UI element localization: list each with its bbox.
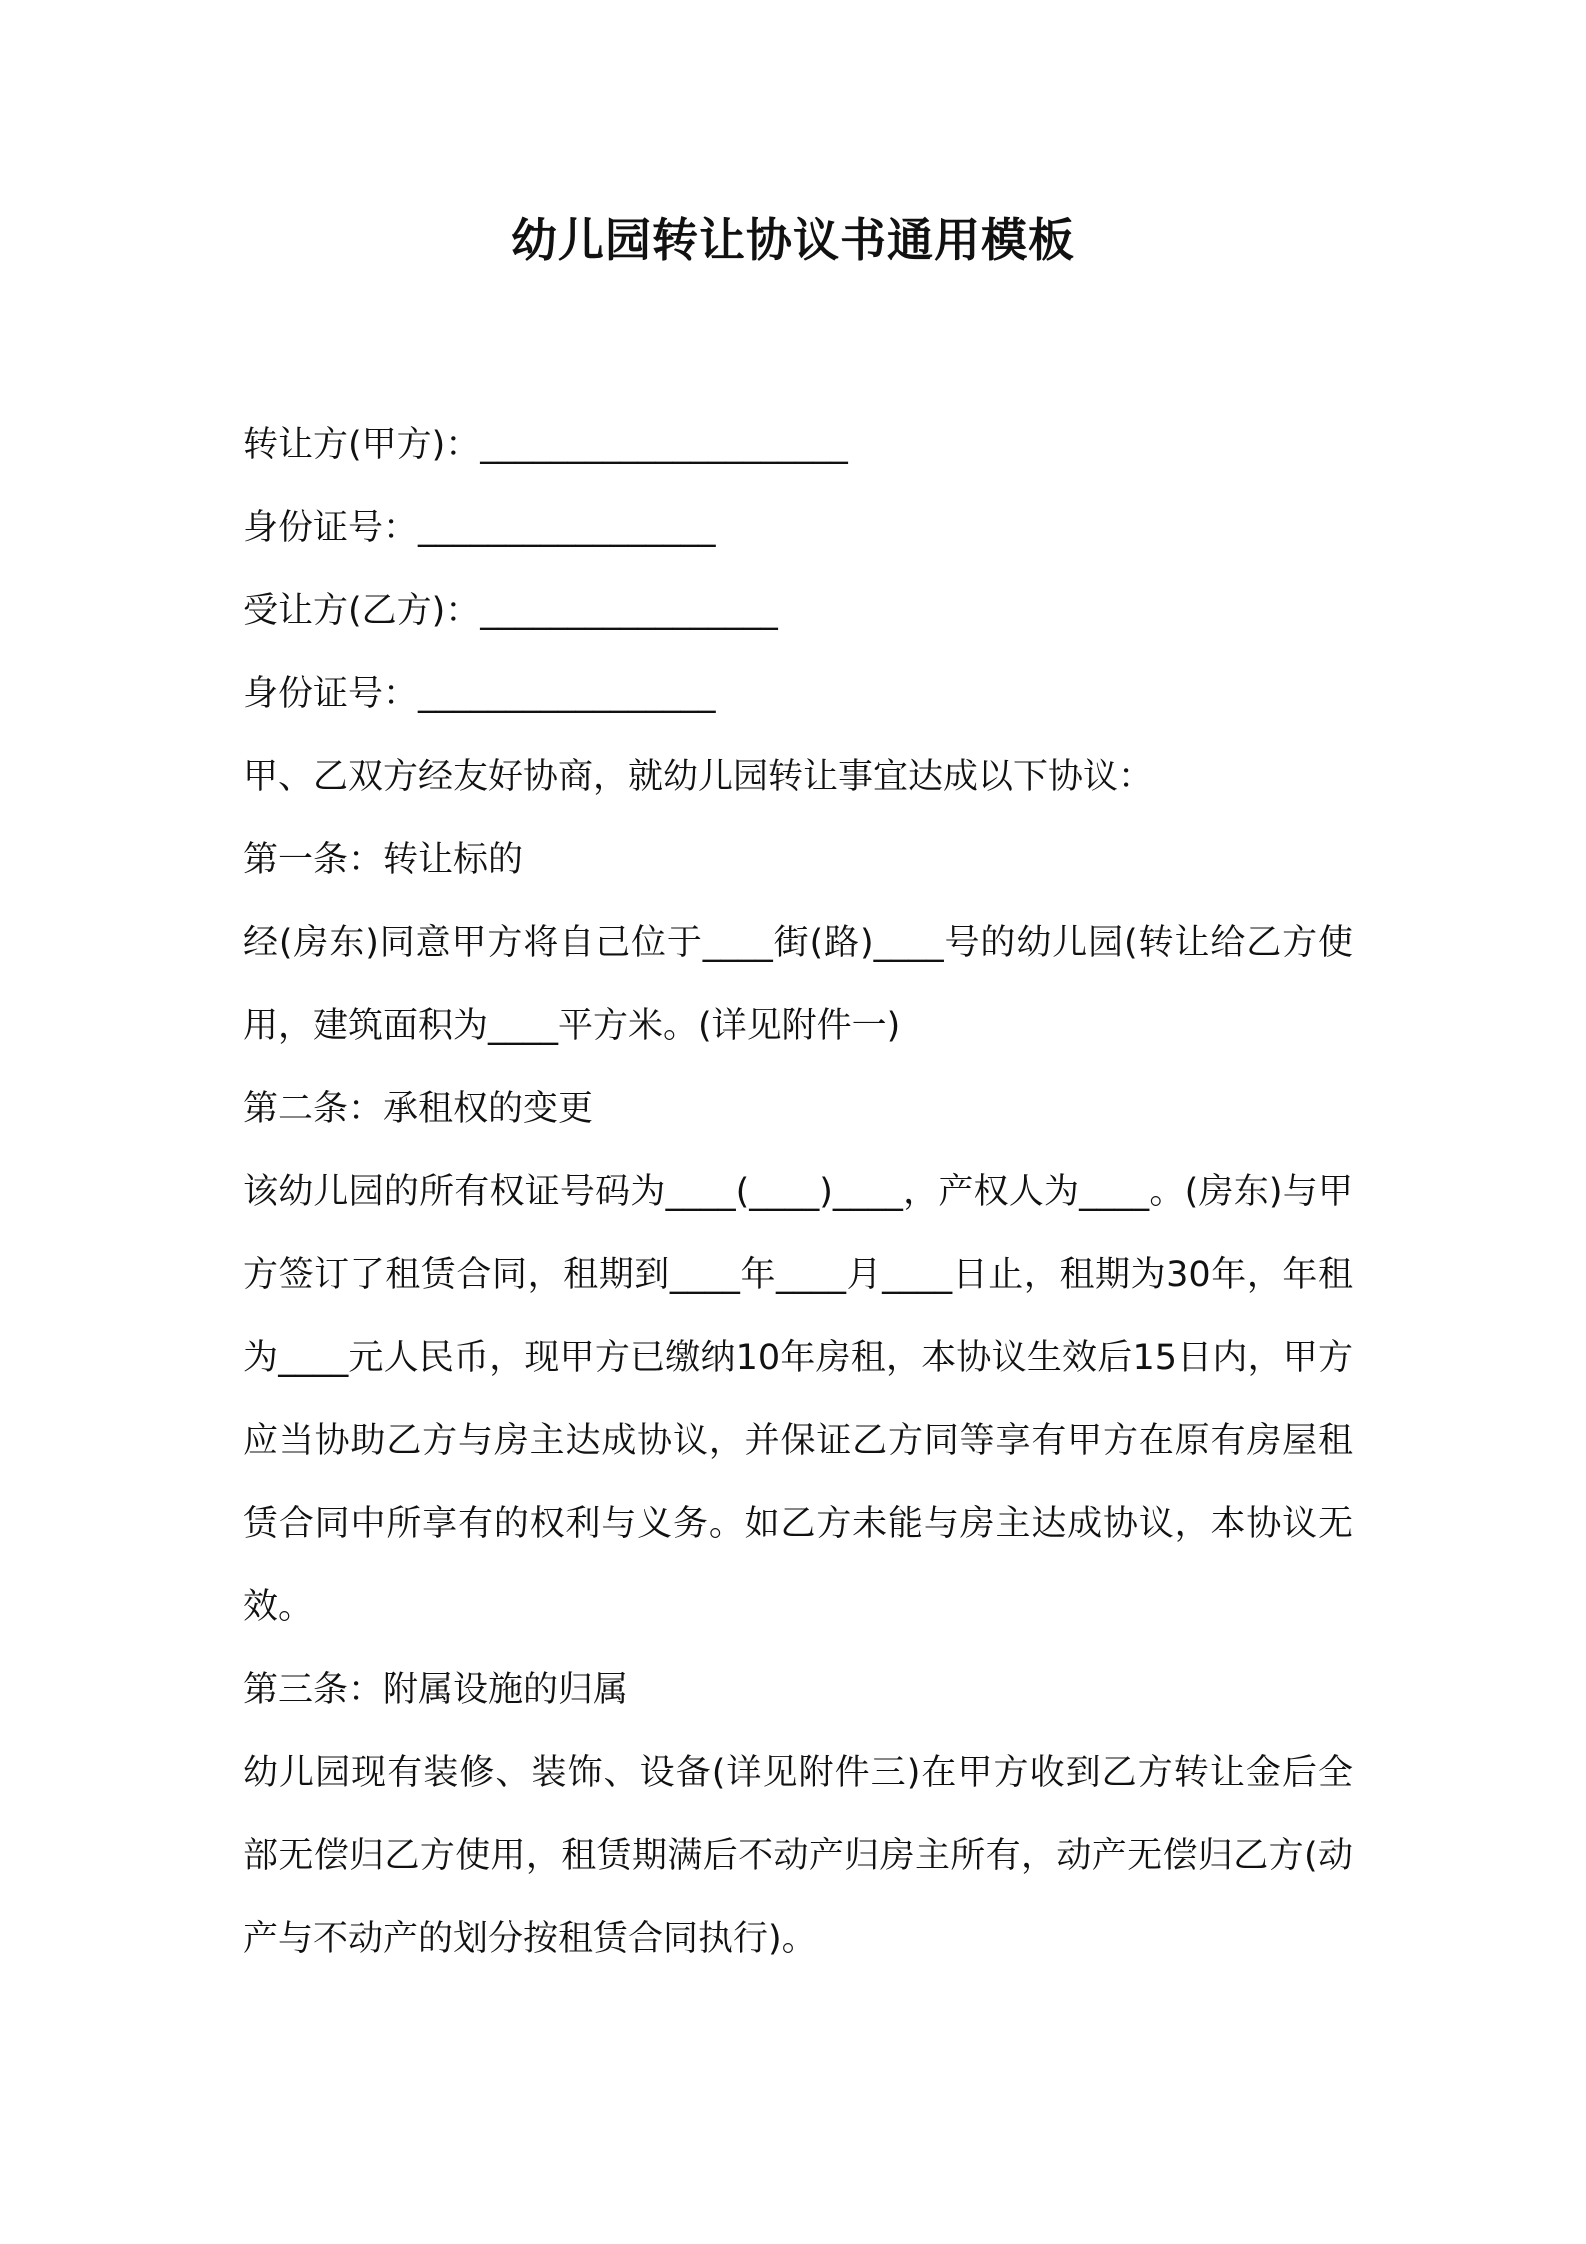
transferor-id-field: 身份证号：_________________ xyxy=(243,508,716,548)
transferor-field: 转让方(甲方)：_____________________ xyxy=(243,425,848,465)
article-2-heading: 第二条：承租权的变更 xyxy=(243,1089,594,1129)
transferee-id-field: 身份证号：_________________ xyxy=(243,674,716,714)
transferee-field: 受让方(乙方)：_________________ xyxy=(243,591,778,631)
article-3-heading: 第三条：附属设施的归属 xyxy=(243,1670,629,1710)
intro-text: 甲、乙双方经友好协商，就幼儿园转让事宜达成以下协议： xyxy=(243,757,1154,797)
document-title: 幼儿园转让协议书通用模板 xyxy=(511,213,1075,267)
article-1-heading: 第一条：转让标的 xyxy=(243,840,524,880)
document-body xyxy=(243,404,1353,1981)
article-1-text: 经(房东)同意甲方将自己位于____街(路)____号的幼儿园(转让给乙方使用，建筑面积为____平方米。(详见附件一) xyxy=(243,923,1353,1046)
article-2-text: 该幼儿园的所有权证号码为____(____)____，产权人为____。(房东)与甲方签订了租赁合同，租期到____年____月____日止，租期为30年，年租为____元人民币，现甲方已缴纳10年房租，本协议生效后15日内，甲方应当协助乙方与房主达成协议，并保证乙方同等享有甲方在原有房屋租赁合同中所享有的权利与义务。如乙方未能与房主达成协议，本协议无效。 xyxy=(243,1172,1353,1627)
article-3-text: 幼儿园现有装修、装饰、设备(详见附件三)在甲方收到乙方转让金后全部无偿归乙方使用，租赁期满后不动产归房主所有，动产无偿归乙方(动产与不动产的划分按租赁合同执行)。 xyxy=(243,1753,1353,1959)
